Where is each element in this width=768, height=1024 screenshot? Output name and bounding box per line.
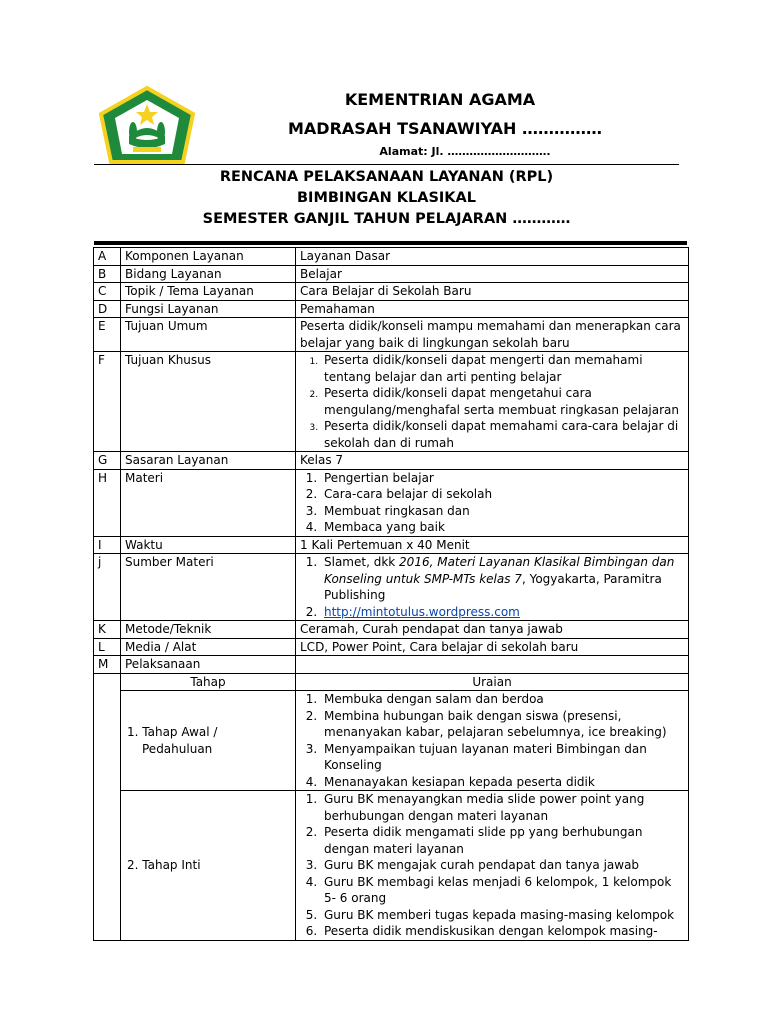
source-title: Materi Layanan Klasikal Bimbingan dan Konseling untuk SMP-MTs kelas 7 [324, 555, 675, 586]
ministry-name: KEMENTRIAN AGAMA [344, 90, 536, 109]
stage-name: 2. Tahap Inti [121, 791, 296, 941]
list-item: 4. Guru BK membagi kelas menjadi 6 kelompok, 1 kelompok 5- 6 orang [321, 874, 684, 907]
stage-row-inti [94, 791, 689, 941]
row-value: Ceramah, Curah pendapat dan tanya jawab [296, 621, 689, 639]
row-label: Waktu [121, 536, 296, 554]
doc-subtitle: BIMBINGAN KLASIKAL [297, 190, 476, 206]
list-item: 2. Membina hubungan baik dengan siswa (presensi, menanyakan kabar, pelajaran sebelumnya, ice breaking) [321, 708, 684, 741]
table-row [94, 283, 689, 301]
row-label: Komponen Layanan [121, 248, 296, 266]
list-item: 4. Membaca yang baik [321, 519, 684, 536]
list-item: 1. Pengertian belajar [321, 470, 684, 487]
list-item: 3. Guru BK mengajak curah pendapat dan tanya jawab [321, 857, 684, 874]
list-item: 2. Peserta didik mengamati slide pp yang berhubungan dengan materi layanan [321, 824, 684, 857]
row-label: Tujuan Khusus [121, 352, 296, 452]
list-item: 1. Membuka dengan salam dan berdoa [321, 691, 684, 708]
row-value: LCD, Power Point, Cara belajar di sekolah baru [296, 638, 689, 656]
source-link[interactable]: http://mintotulus.wordpress.com [324, 604, 520, 619]
materials-list [300, 470, 684, 536]
list-item: 1. Peserta didik/konseli dapat mengerti dan memahami tentang belajar dan arti penting belajar [321, 352, 684, 385]
row-code: E [94, 318, 121, 352]
row-code: K [94, 621, 121, 639]
list-item: 3. Membuat ringkasan dan [321, 503, 684, 520]
source-author: Slamet, dkk [324, 555, 400, 569]
row-value: Layanan Dasar [296, 248, 689, 266]
source-year: 2016, [399, 555, 438, 569]
row-value [296, 352, 689, 452]
table-row [94, 469, 689, 536]
specific-goals-list [300, 352, 684, 451]
stages-header-row [94, 673, 689, 691]
list-item [321, 554, 684, 604]
row-code: L [94, 638, 121, 656]
row-value: Pemahaman [296, 300, 689, 318]
list-item: 3. Peserta didik/konseli dapat memahami cara-cara belajar di sekolah dan di rumah [321, 418, 684, 451]
stages-spacer [94, 673, 121, 940]
row-label: Sumber Materi [121, 554, 296, 621]
row-value: Belajar [296, 265, 689, 283]
description-column-header: Uraian [296, 673, 689, 691]
source-publisher: , Yogyakarta, Paramitra Publishing [324, 571, 662, 602]
row-code: F [94, 352, 121, 452]
row-value [296, 469, 689, 536]
row-code: A [94, 248, 121, 266]
row-label: Fungsi Layanan [121, 300, 296, 318]
row-code: I [94, 536, 121, 554]
list-item: 1. Guru BK menayangkan media slide power point yang berhubungan dengan materi layanan [321, 791, 684, 824]
row-label: Pelaksanaan [121, 656, 296, 674]
row-value [296, 656, 689, 674]
table-row [94, 352, 689, 452]
row-value: 1 Kali Pertemuan x 40 Menit [296, 536, 689, 554]
list-item: 5. Guru BK memberi tugas kepada masing-masing kelompok [321, 907, 684, 924]
stage-name-line: 1. Tahap Awal / [127, 725, 218, 739]
table-row [94, 554, 689, 621]
row-code: B [94, 265, 121, 283]
table-row [94, 452, 689, 470]
list-item: 2. Peserta didik/konseli dapat mengetahui cara mengulang/menghafal serta membuat ringkasan pelajaran [321, 385, 684, 418]
stage-row-awal [94, 691, 689, 791]
doc-semester: SEMESTER GANJIL TAHUN PELAJARAN ………… [202, 211, 571, 227]
row-code: C [94, 283, 121, 301]
rpl-table [93, 247, 689, 941]
table-row [94, 536, 689, 554]
row-value: Peserta didik/konseli mampu memahami dan menerapkan cara belajar yang baik di lingkungan sekolah baru [296, 318, 689, 352]
doc-title: RENCANA PELAKSANAAN LAYANAN (RPL) [219, 169, 554, 185]
table-row [94, 318, 689, 352]
list-item: 6. Peserta didik mendiskusikan dengan kelompok masing- [321, 923, 684, 940]
row-label: Bidang Layanan [121, 265, 296, 283]
school-address: Alamat: Jl. ………………………. [379, 145, 551, 158]
stage-description [296, 691, 689, 791]
stage-column-header: Tahap [121, 673, 296, 691]
table-row [94, 656, 689, 674]
stage-name [121, 691, 296, 791]
row-code: G [94, 452, 121, 470]
row-label: Sasaran Layanan [121, 452, 296, 470]
row-label: Materi [121, 469, 296, 536]
list-item [321, 604, 684, 621]
row-code: D [94, 300, 121, 318]
row-code: j [94, 554, 121, 621]
stage-steps-list [300, 691, 684, 790]
table-row [94, 621, 689, 639]
row-label: Topik / Tema Layanan [121, 283, 296, 301]
list-item: 4. Menanayakan kesiapan kepada peserta didik [321, 774, 684, 791]
row-label: Media / Alat [121, 638, 296, 656]
stage-name-line: Pedahuluan [142, 741, 213, 756]
school-name: MADRASAH TSANAWIYAH …………… [287, 119, 603, 138]
stage-steps-list [300, 791, 684, 940]
table-row [94, 300, 689, 318]
row-value: Kelas 7 [296, 452, 689, 470]
row-value: Cara Belajar di Sekolah Baru [296, 283, 689, 301]
sources-list [300, 554, 684, 620]
table-row [94, 638, 689, 656]
row-label: Metode/Teknik [121, 621, 296, 639]
row-code: M [94, 656, 121, 674]
row-value [296, 554, 689, 621]
kemenag-logo [99, 86, 195, 164]
header-divider [94, 164, 679, 165]
list-item: 3. Menyampaikan tujuan layanan materi Bimbingan dan Konseling [321, 741, 684, 774]
table-row [94, 248, 689, 266]
row-code: H [94, 469, 121, 536]
table-row [94, 265, 689, 283]
row-label: Tujuan Umum [121, 318, 296, 352]
stage-description [296, 791, 689, 941]
title-divider [94, 241, 687, 245]
list-item: 2. Cara-cara belajar di sekolah [321, 486, 684, 503]
